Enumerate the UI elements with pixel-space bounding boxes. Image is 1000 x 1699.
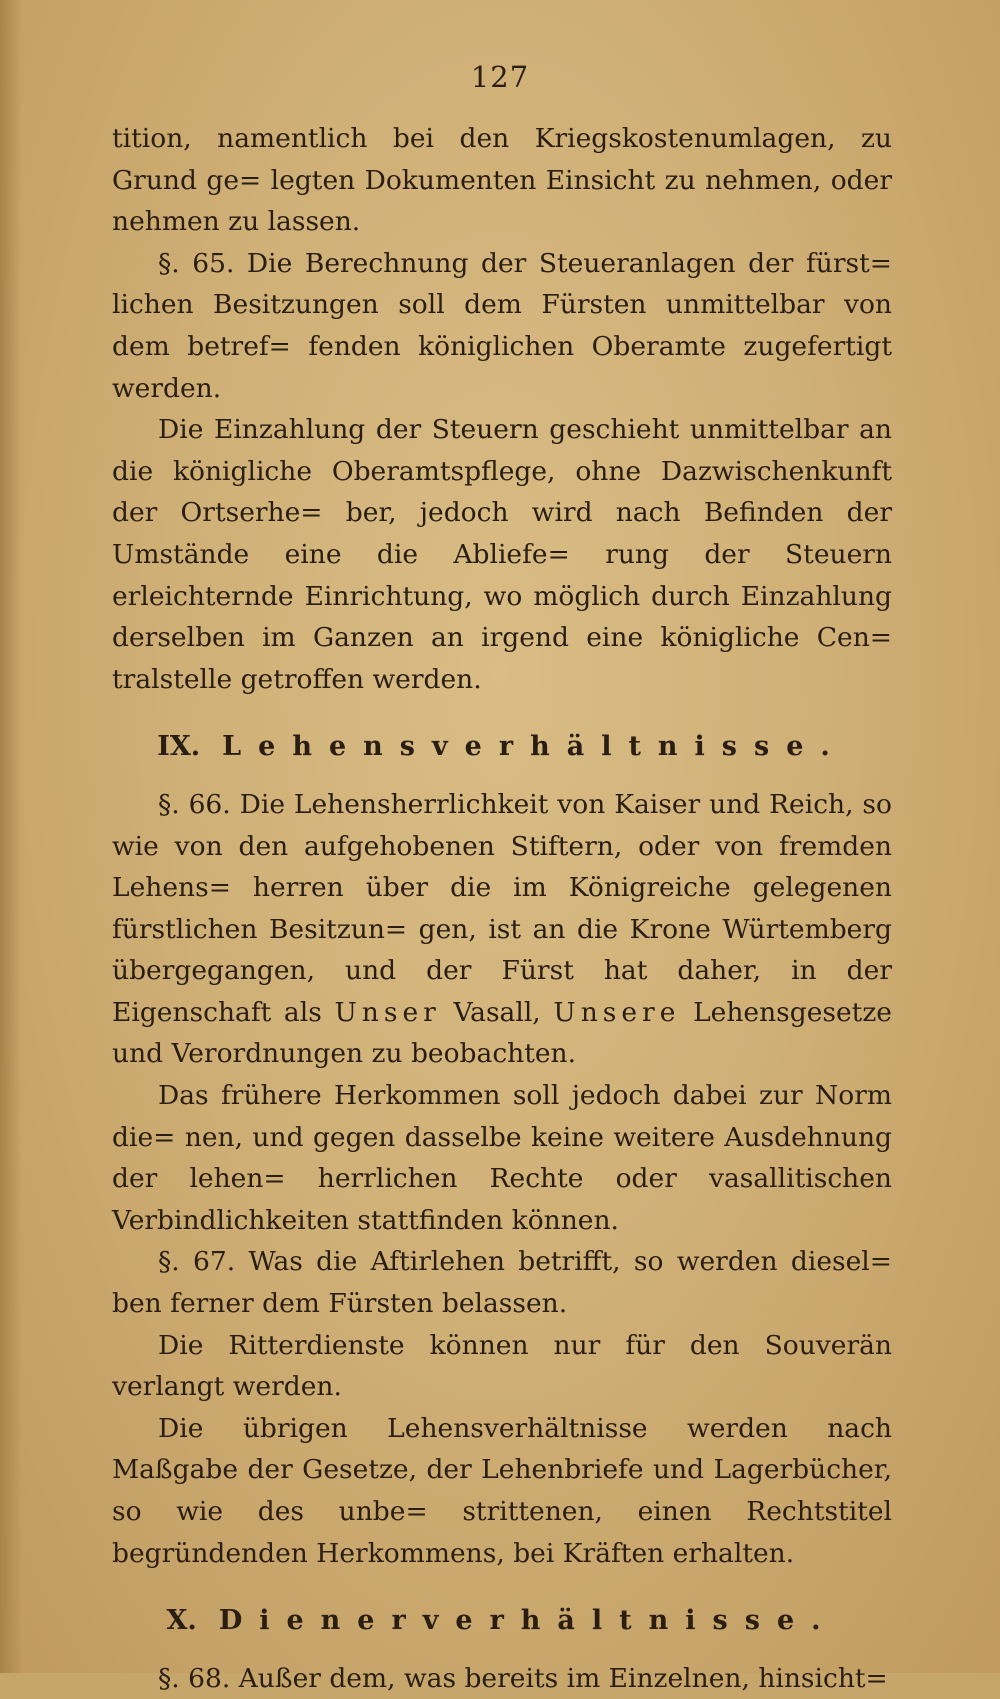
section-title: Lehensverhältnisse. (222, 731, 847, 763)
paragraph-1: tition, namentlich bei den Kriegskostenumlagen, zu Grund ge= legten Dokumenten Einsicht zu nehmen, oder nehmen zu lassen. (112, 123, 892, 238)
paragraph-ritterdienste: Die Ritterdienste können nur für den Souverän verlangt werden. (112, 1329, 892, 1403)
section-number: X. (166, 1605, 197, 1637)
paragraph-section-68: §. 68. Außer dem, was bereits im Einzelnen, hinsicht= (158, 1662, 888, 1694)
emphasis-unser: Unser (334, 996, 441, 1028)
paragraph-lehensverhaeltnisse: Die übrigen Lehensverhältnisse werden nach Maßgabe der Gesetze, der Lehenbriefe und Lagerbücher, so wie des unbe= strittenen, einen Rechtstitel begründenden Herkommens, bei Kräften erhalten. (112, 1412, 892, 1569)
section-heading-ix (112, 726, 892, 768)
page-number: 127 (470, 60, 530, 94)
emphasis-unsere: Unsere (553, 996, 681, 1028)
paragraph-section-67: §. 67. Was die Aftirlehen betrifft, so werden diesel= ben ferner dem Fürsten belassen. (112, 1246, 892, 1320)
section-heading-x (112, 1600, 892, 1642)
paragraph-section-66-start: §. 66. Die Lehensherrlichkeit von Kaiser und Reich, so wie von den aufgehobenen Stiftern, oder von fremden Lehens= herren über die im Königreiche gelegenen fürstlichen Besitzun= gen, ist an die Krone Würtemberg übergegangen, und der Fürst hat daher, in der Eigenschaft als (112, 788, 892, 1028)
section-number: IX. (157, 731, 201, 763)
paragraph-section-66-mid: Vasall, (453, 996, 541, 1028)
paragraph-section-65: §. 65. Die Berechnung der Steueranlagen der fürst= lichen Besitzungen soll dem Fürsten unmittelbar von dem betref= fenden königlichen Oberamte zugefertigt werden. (112, 247, 892, 404)
page-body (112, 118, 892, 1699)
paragraph-section-66-end: Lehensgesetze und Verordnungen zu beobachten. (112, 996, 892, 1070)
paragraph-tax-payment: Die Einzahlung der Steuern geschieht unmittelbar an die königliche Oberamtspflege, ohne Dazwischenkunft der Ortserhe= ber, jedoch wird nach Befinden der Umstände eine die Abliefe= rung der Steuern erleichternde Einrichtung, wo möglich durch Einzahlung derselben im Ganzen an irgend eine königliche Cen= tralstelle getroffen werden. (112, 414, 892, 695)
page-spine-shadow (0, 0, 22, 1673)
paragraph-section-66 (112, 784, 892, 1075)
section-title: Dienerverhältnisse. (218, 1605, 838, 1637)
paragraph-herkommen: Das frühere Herkommen soll jedoch dabei zur Norm die= nen, und gegen dasselbe keine weitere Ausdehnung der lehen= herrlichen Rechte oder vasallitischen Verbindlichkeiten stattfinden können. (112, 1080, 892, 1236)
